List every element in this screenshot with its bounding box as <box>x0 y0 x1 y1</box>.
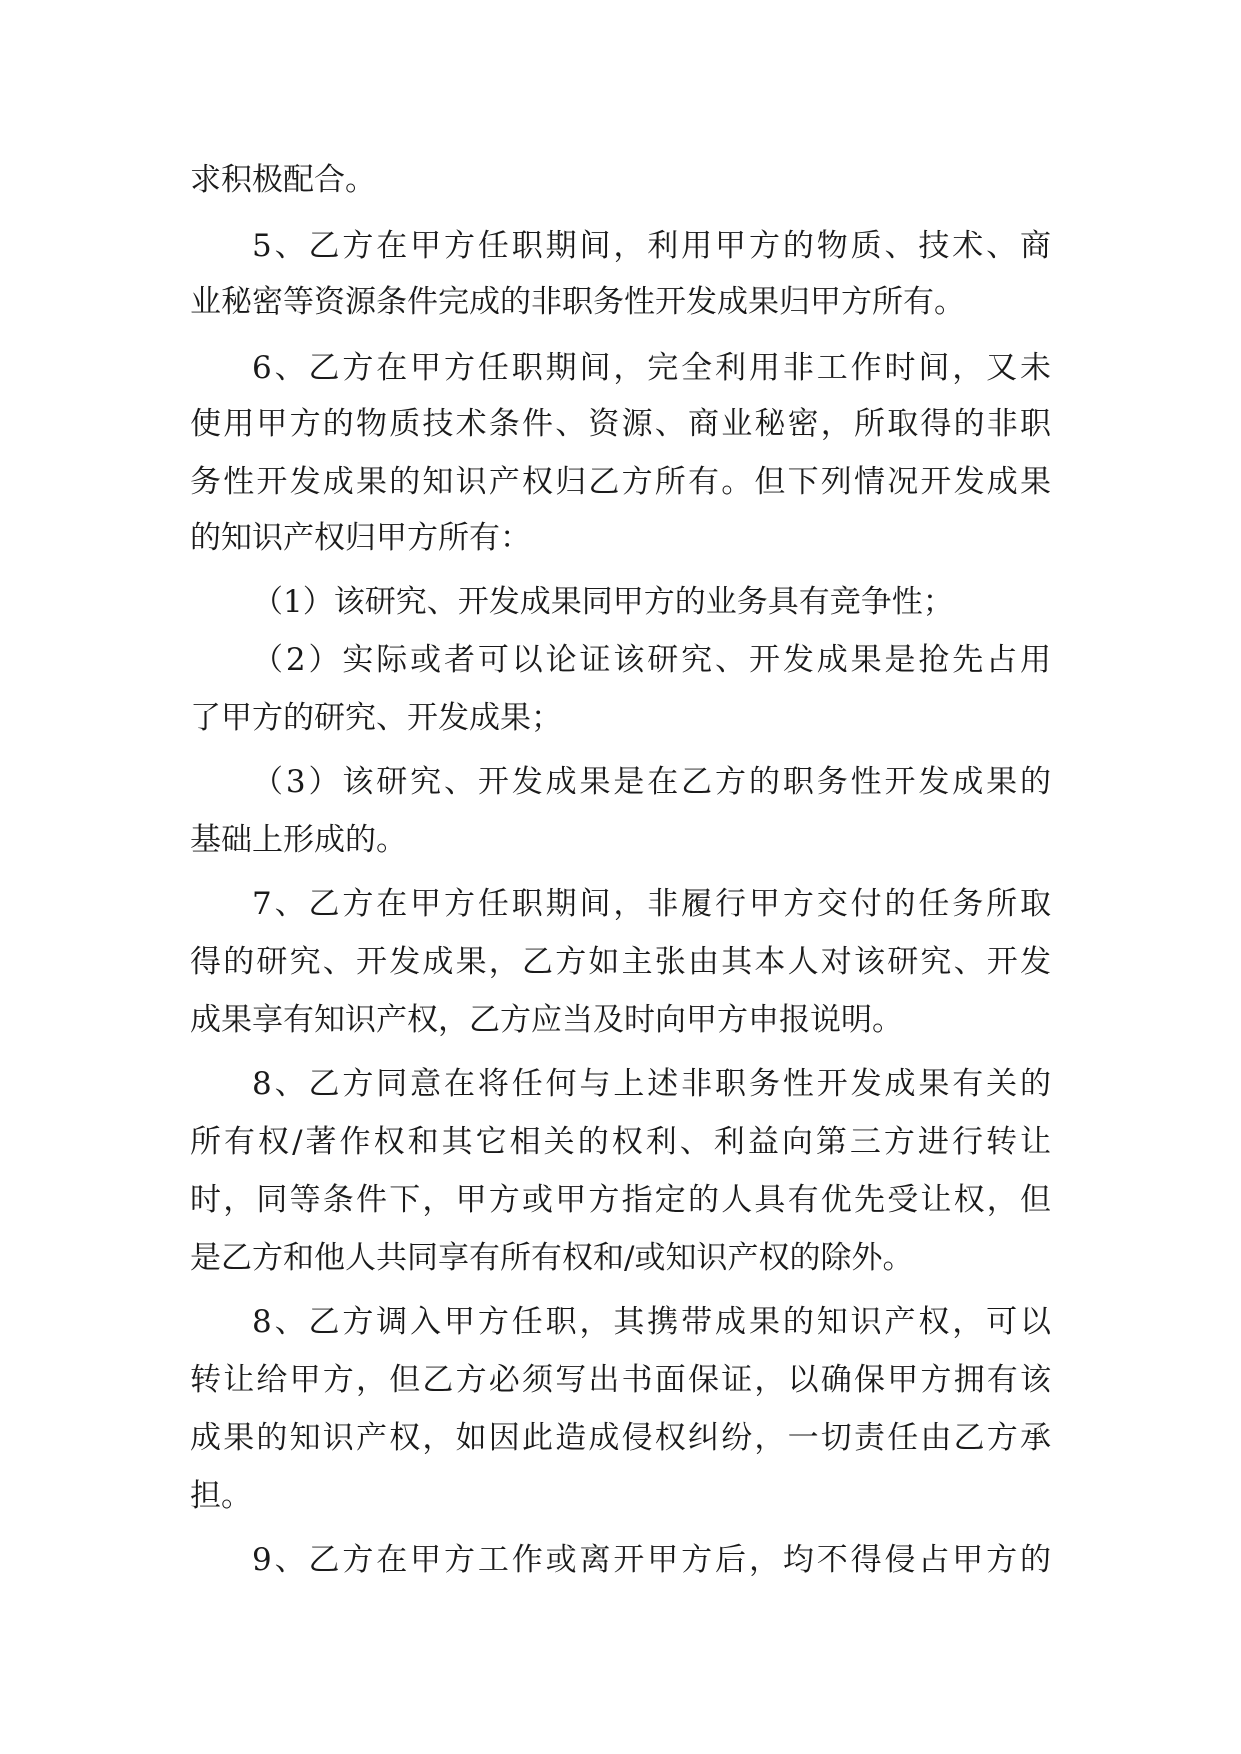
text-line: 是乙方和他人共同享有所有权和/或知识产权的除外。 <box>190 1240 914 1276</box>
text-line: 时，同等条件下，甲方或甲方指定的人具有优先受让权，但 <box>190 1182 1051 1218</box>
text-line: 8、乙方调入甲方任职，其携带成果的知识产权，可以 <box>252 1304 1051 1340</box>
text-line: 务性开发成果的知识产权归乙方所有。但下列情况开发成果 <box>190 464 1051 500</box>
text-line: 担。 <box>190 1478 252 1514</box>
text-line: （3）该研究、开发成果是在乙方的职务性开发成果的 <box>252 764 1051 800</box>
text-line: 得的研究、开发成果，乙方如主张由其本人对该研究、开发 <box>190 944 1051 980</box>
text-line: （1）该研究、开发成果同甲方的业务具有竞争性； <box>252 584 954 620</box>
text-line: 6、乙方在甲方任职期间，完全利用非工作时间，又未 <box>252 350 1051 386</box>
text-line: 成果享有知识产权，乙方应当及时向甲方申报说明。 <box>190 1002 903 1038</box>
text-line: 8、乙方同意在将任何与上述非职务性开发成果有关的 <box>252 1066 1051 1102</box>
text-line: （2）实际或者可以论证该研究、开发成果是抢先占用 <box>252 642 1051 678</box>
text-line: 所有权/著作权和其它相关的权利、利益向第三方进行转让 <box>190 1124 1051 1160</box>
text-line: 7、乙方在甲方任职期间，非履行甲方交付的任务所取 <box>252 886 1051 922</box>
text-line: 求积极配合。 <box>190 162 376 198</box>
text-line: 基础上形成的。 <box>190 822 407 858</box>
text-line: 业秘密等资源条件完成的非职务性开发成果归甲方所有。 <box>190 284 965 320</box>
text-line: 使用甲方的物质技术条件、资源、商业秘密，所取得的非职 <box>190 406 1051 442</box>
text-line: 转让给甲方，但乙方必须写出书面保证，以确保甲方拥有该 <box>190 1362 1051 1398</box>
text-line: 成果的知识产权，如因此造成侵权纠纷，一切责任由乙方承 <box>190 1420 1051 1456</box>
text-line: 9、乙方在甲方工作或离开甲方后，均不得侵占甲方的 <box>252 1542 1051 1578</box>
text-line: 了甲方的研究、开发成果； <box>190 700 562 736</box>
text-line: 5、乙方在甲方任职期间，利用甲方的物质、技术、商 <box>252 228 1051 264</box>
text-line: 的知识产权归甲方所有： <box>190 520 531 556</box>
